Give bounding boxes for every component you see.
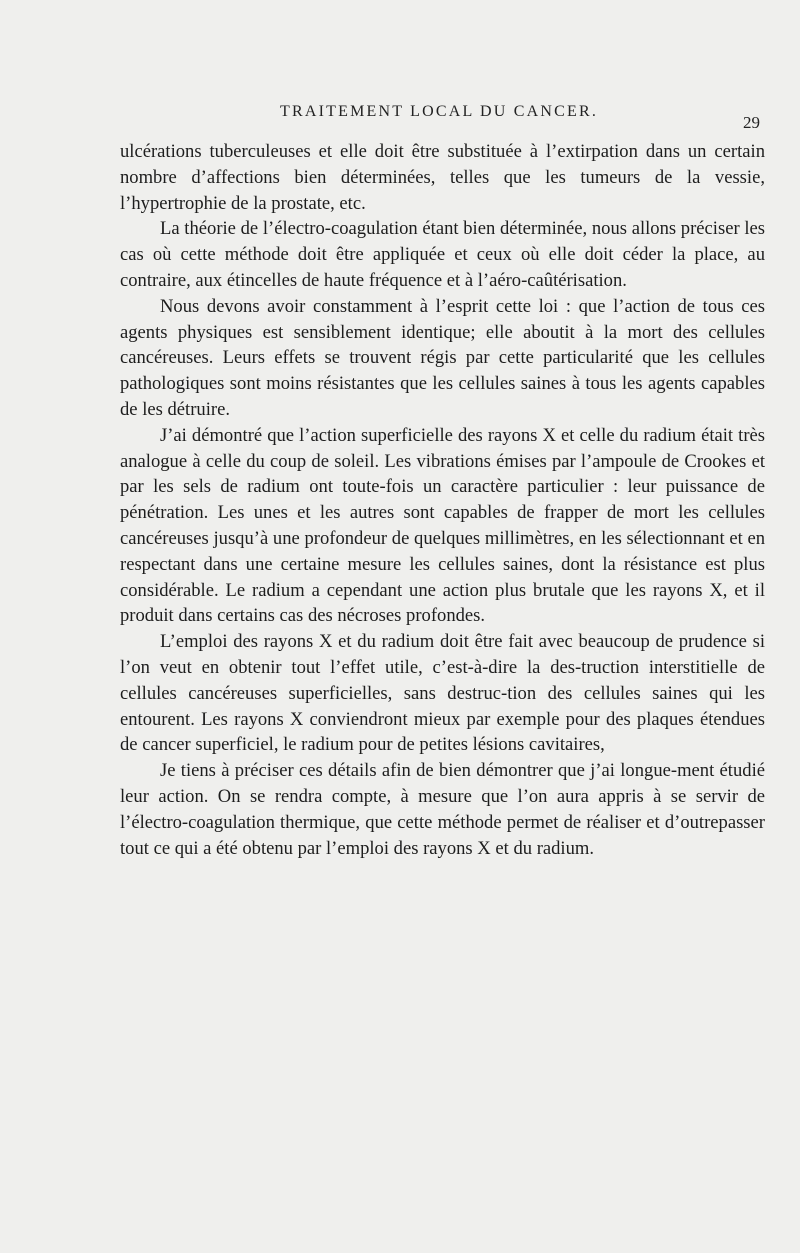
body-text	[120, 139, 765, 861]
paragraph: J’ai démontré que l’action superficielle des rayons X et celle du radium était très analogue à celle du coup de soleil. Les vibrations émises par l’ampoule de Crookes et par les sels de radium ont toute-fois un caractère particulier : leur puissance de pénétration. Les unes et les autres sont capables de frapper de mort les cellules cancéreuses jusqu’à une profondeur de quelques millimètres, en les sélectionnant et en respectant dans une certaine mesure les cellules saines, dont la résistance est plus considérable. Le radium a cependant une action plus brutale que les rayons X, et il produit dans certains cas des nécroses profondes.	[120, 424, 765, 627]
paragraph-continued: ulcérations tuberculeuses et elle doit être substituée à l’extirpation dans un certain nombre d’affections bien déterminées, telles que les tumeurs de la vessie, l’hypertrophie de la prostate, etc.	[120, 141, 765, 214]
running-header	[0, 103, 800, 132]
running-title: TRAITEMENT LOCAL DU CANCER.	[280, 103, 599, 120]
paragraph: La théorie de l’électro-coagulation étant bien déterminée, nous allons préciser les cas où cette méthode doit être appliquée et ceux où elle doit céder la place, au contraire, aux étincelles de haute fréquence et à l’aéro-caûtérisation.	[120, 218, 765, 291]
page-number: 29	[743, 113, 760, 132]
paragraph: Je tiens à préciser ces détails afin de bien démontrer que j’ai longue-ment étudié leur action. On se rendra compte, à mesure que l’on aura appris à se servir de l’électro-coagulation thermique, que cette méthode permet de réaliser et d’outrepasser tout ce qui a été obtenu par l’emploi des rayons X et du radium.	[120, 760, 765, 859]
paragraph: L’emploi des rayons X et du radium doit être fait avec beaucoup de prudence si l’on veut en obtenir tout l’effet utile, c’est-à-dire la des-truction interstitielle de cellules cancéreuses superficielles, sans destruc-tion des cellules saines qui les entourent. Les rayons X conviendront mieux par exemple pour des plaques étendues de cancer superficiel, le radium pour de petites lésions cavitaires,	[120, 631, 765, 756]
paragraph: Nous devons avoir constamment à l’esprit cette loi : que l’action de tous ces agents physiques est sensiblement identique; elle aboutit à la mort des cellules cancéreuses. Leurs effets se trouvent régis par cette particularité que les cellules pathologiques sont moins résistantes que les cellules saines à tous les agents capables de les détruire.	[120, 295, 765, 420]
